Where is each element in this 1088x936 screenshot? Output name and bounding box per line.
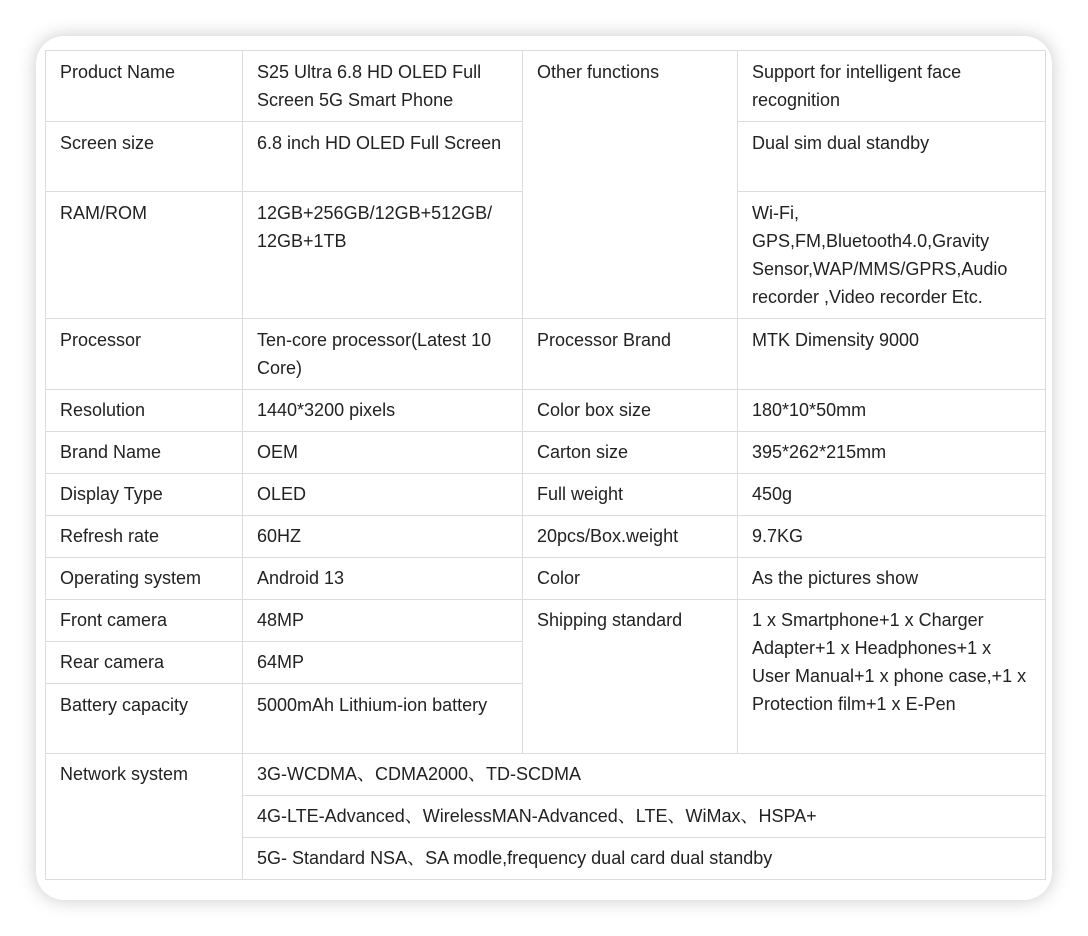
label-refresh-rate: Refresh rate — [46, 516, 243, 558]
value-dual-sim: Dual sim dual standby — [738, 122, 1046, 192]
label-battery-capacity: Battery capacity — [46, 684, 243, 754]
label-product-name: Product Name — [46, 51, 243, 122]
label-display-type: Display Type — [46, 474, 243, 516]
label-shipping-standard: Shipping standard — [523, 600, 738, 754]
label-carton-size: Carton size — [523, 432, 738, 474]
table-row — [46, 51, 1046, 122]
value-network-5g: 5G- Standard NSA、SA modle,frequency dual card dual standby — [243, 838, 1046, 880]
value-resolution: 1440*3200 pixels — [243, 390, 523, 432]
label-processor: Processor — [46, 319, 243, 390]
label-rear-camera: Rear camera — [46, 642, 243, 684]
label-screen-size: Screen size — [46, 122, 243, 192]
label-full-weight: Full weight — [523, 474, 738, 516]
label-operating-system: Operating system — [46, 558, 243, 600]
label-brand-name: Brand Name — [46, 432, 243, 474]
value-rear-camera: 64MP — [243, 642, 523, 684]
value-product-name: S25 Ultra 6.8 HD OLED Full Screen 5G Smart Phone — [243, 51, 523, 122]
label-color-box-size: Color box size — [523, 390, 738, 432]
value-processor-brand: MTK Dimensity 9000 — [738, 319, 1046, 390]
label-box-weight: 20pcs/Box.weight — [523, 516, 738, 558]
value-front-camera: 48MP — [243, 600, 523, 642]
value-face-recognition: Support for intelligent face recognition — [738, 51, 1046, 122]
value-box-weight: 9.7KG — [738, 516, 1046, 558]
value-screen-size: 6.8 inch HD OLED Full Screen — [243, 122, 523, 192]
label-color: Color — [523, 558, 738, 600]
value-ram-rom: 12GB+256GB/12GB+512GB/ 12GB+1TB — [243, 192, 523, 319]
label-front-camera: Front camera — [46, 600, 243, 642]
spec-table — [45, 50, 1046, 880]
table-row — [46, 600, 1046, 642]
table-row — [46, 474, 1046, 516]
value-connectivity: Wi-Fi, GPS,FM,Bluetooth4.0,Gravity Sensor,WAP/MMS/GPRS,Audio recorder ,Video recorder Etc. — [738, 192, 1046, 319]
value-display-type: OLED — [243, 474, 523, 516]
label-resolution: Resolution — [46, 390, 243, 432]
value-battery-capacity: 5000mAh Lithium-ion battery — [243, 684, 523, 754]
label-processor-brand: Processor Brand — [523, 319, 738, 390]
value-full-weight: 450g — [738, 474, 1046, 516]
table-row — [46, 516, 1046, 558]
label-ram-rom: RAM/ROM — [46, 192, 243, 319]
value-brand-name: OEM — [243, 432, 523, 474]
value-shipping-standard: 1 x Smartphone+1 x Charger Adapter+1 x Headphones+1 x User Manual+1 x phone case,+1 x Protection film+1 x E-Pen — [738, 600, 1046, 754]
value-network-4g: 4G-LTE-Advanced、WirelessMAN-Advanced、LTE、WiMax、HSPA+ — [243, 796, 1046, 838]
label-other-functions: Other functions — [523, 51, 738, 319]
value-operating-system: Android 13 — [243, 558, 523, 600]
value-color: As the pictures show — [738, 558, 1046, 600]
table-row — [46, 754, 1046, 796]
table-row — [46, 432, 1046, 474]
table-row — [46, 319, 1046, 390]
value-carton-size: 395*262*215mm — [738, 432, 1046, 474]
value-network-3g: 3G-WCDMA、CDMA2000、TD-SCDMA — [243, 754, 1046, 796]
value-color-box-size: 180*10*50mm — [738, 390, 1046, 432]
value-processor: Ten-core processor(Latest 10 Core) — [243, 319, 523, 390]
table-row — [46, 558, 1046, 600]
table-row — [46, 390, 1046, 432]
value-refresh-rate: 60HZ — [243, 516, 523, 558]
label-network-system: Network system — [46, 754, 243, 880]
